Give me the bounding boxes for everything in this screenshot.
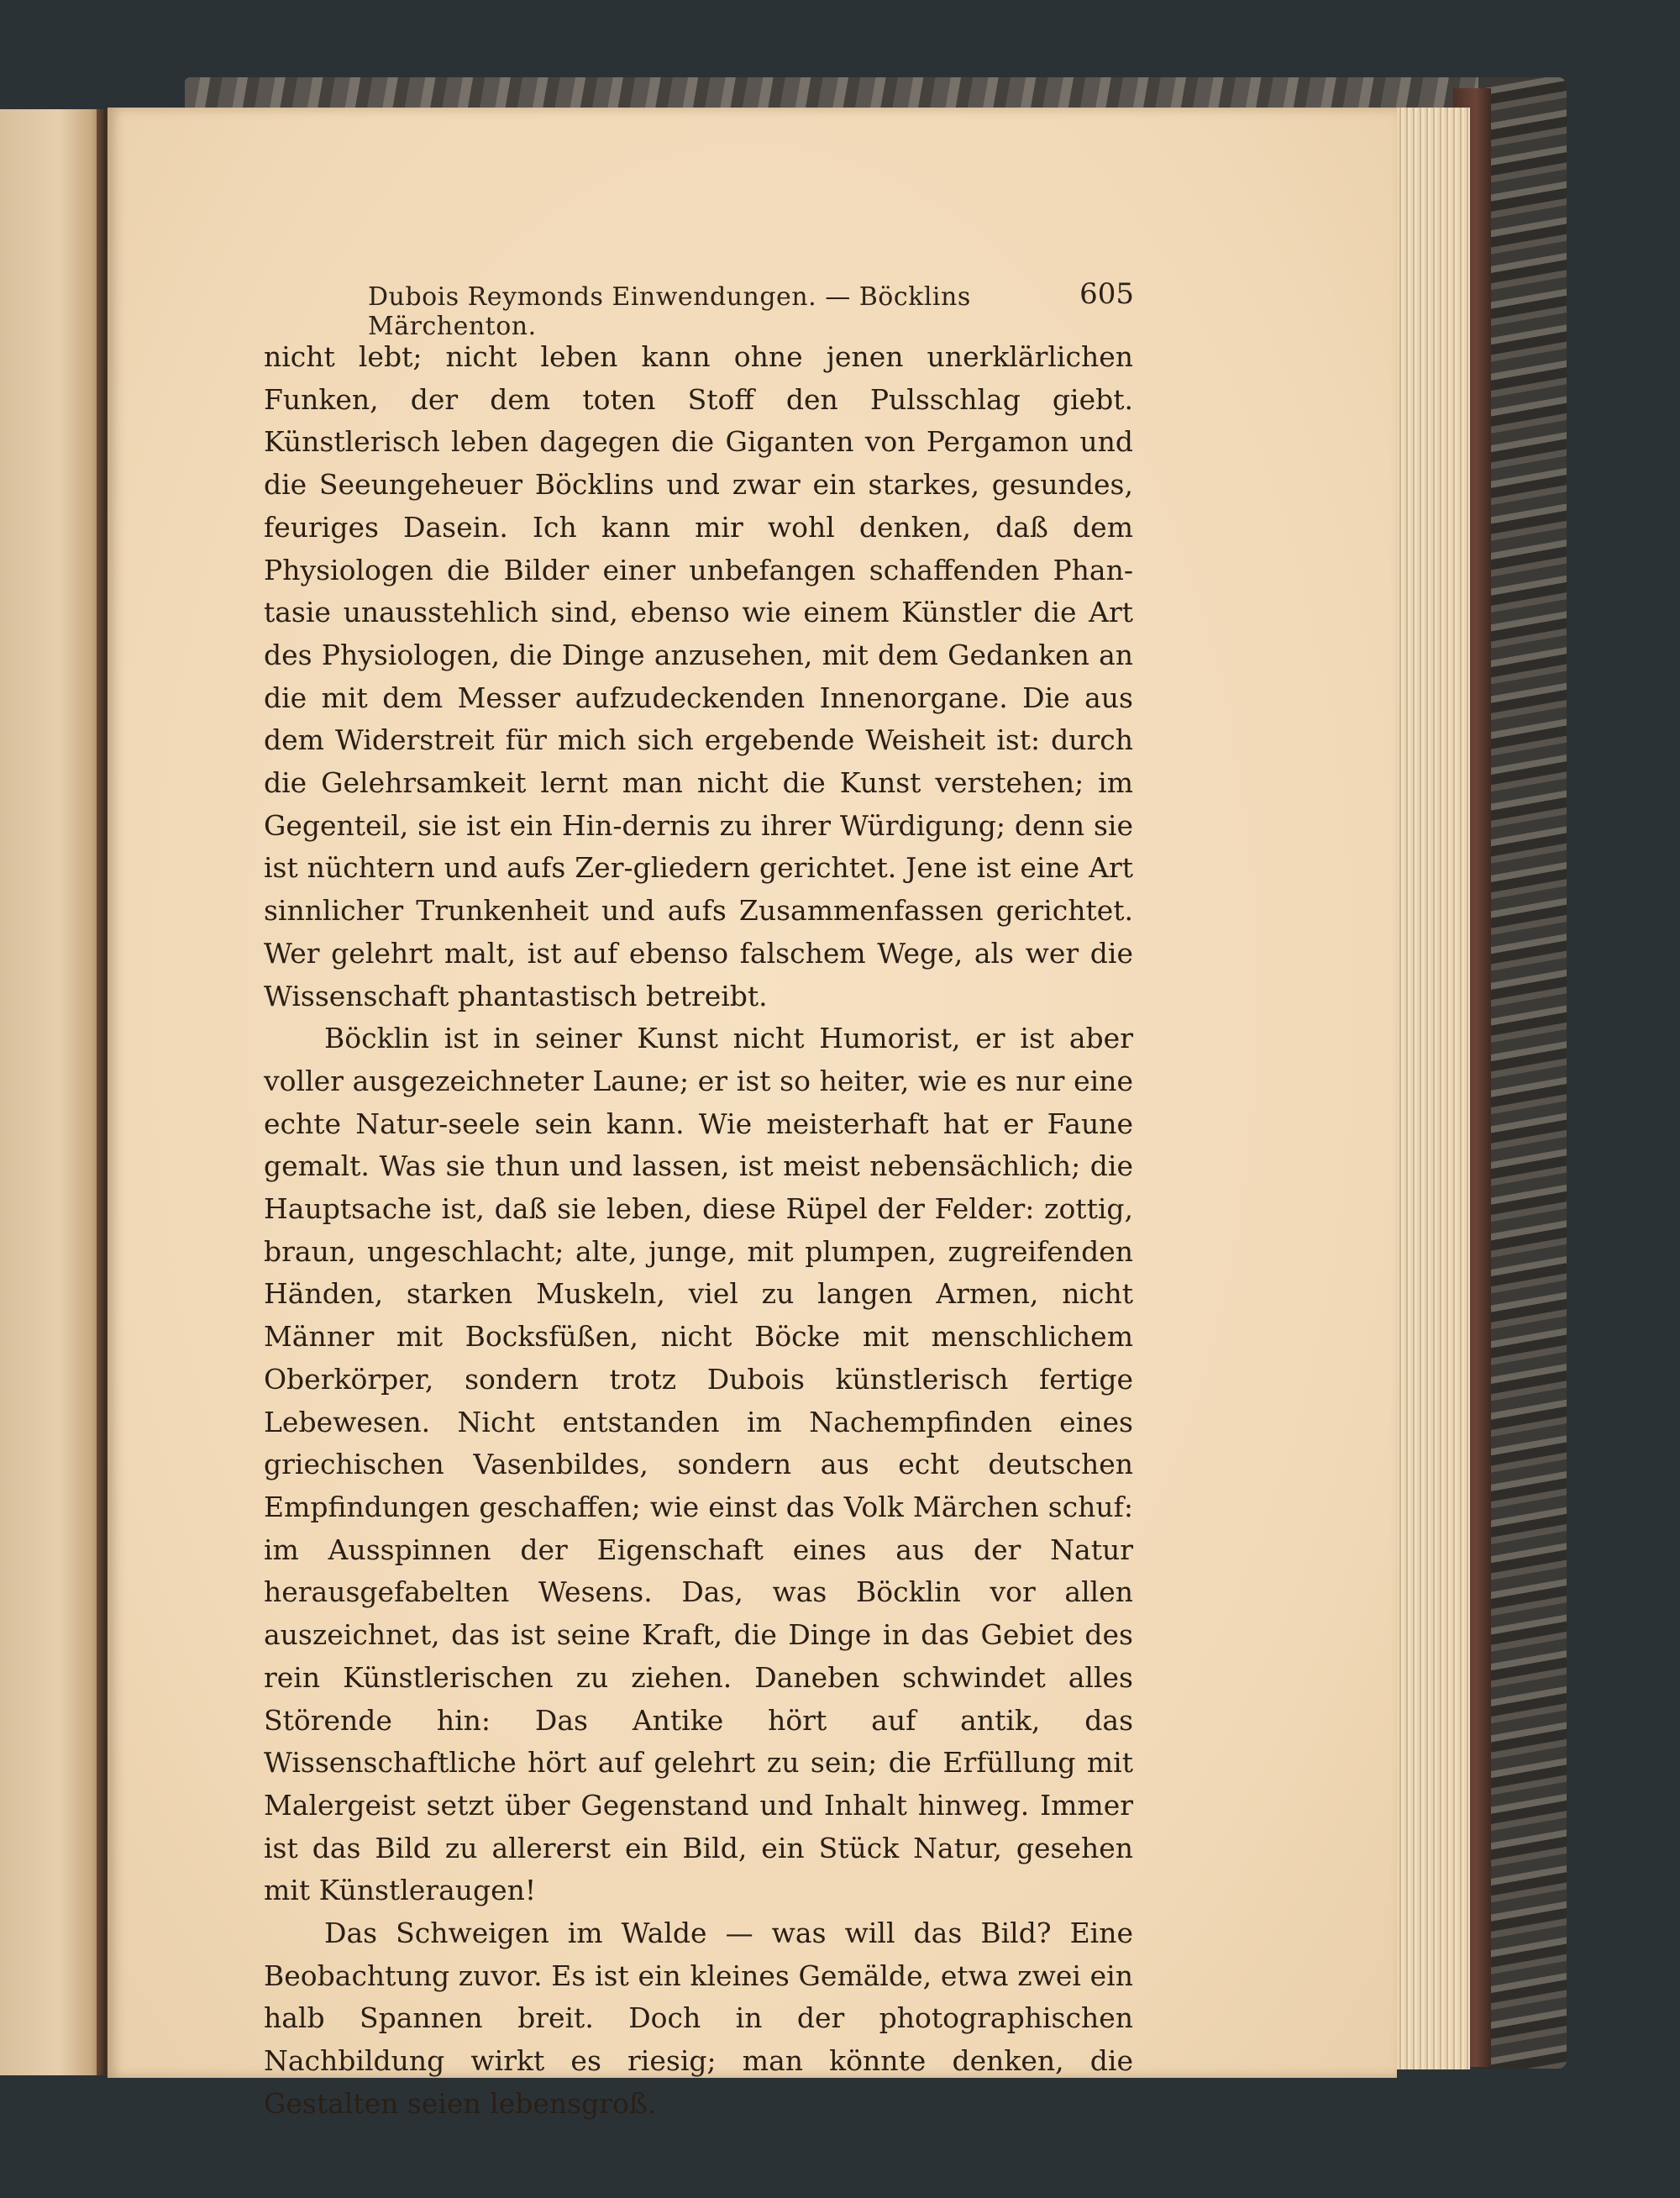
paragraph-2: Böcklin ist in seiner Kunst nicht Humorist, er ist aber voller ausgezeichneter Laune; er ist so heiter, wie es nur eine echte Natur-seele sein kann. Wie meisterhaft hat er Faune gemalt. Was sie thun und lassen, ist meist nebensächlich; die Hauptsache ist, daß sie leben, diese Rüpel der Felder: zottig, braun, ungeschlacht; alte, junge, mit plumpen, zugreifenden Händen, starken Muskeln, viel zu langen Armen, nicht Männer mit Bocksfüßen, nicht Böcke mit menschlichem Oberkörper, sondern trotz Dubois künstlerisch fertige Lebewesen. Nicht entstanden im Nachempfinden eines griechischen Vasenbildes, sondern aus echt deutschen Empfindungen geschaffen; wie einst das Volk Märchen schuf: im Ausspinnen der Eigenschaft eines aus der Natur herausgefabelten Wesens. Das, was Böcklin vor allen auszeichnet, das ist seine Kraft, die Dinge in das Gebiet des rein Künstlerischen zu ziehen. Daneben schwindet alles Störende hin: Das Antike hört auf antik, das Wissenschaftliche hört auf gelehrt zu sein; die Erfüllung mit Malergeist setzt über Gegenstand und Inhalt hinweg. Immer ist das Bild zu allererst ein Bild, ein Stück Natur, gesehen mit Künstleraugen! [264,1022,1133,1907]
running-title: Dubois Reymonds Einwendungen. — Böcklins Märchenton. [368,282,971,341]
paragraph-3: Das Schweigen im Walde — was will das Bild? Eine Beobachtung zuvor. Es ist ein kleines Gemälde, etwa zwei ein halb Spannen breit. Doch in der photographischen Nachbildung wirkt es riesig; man könnte denken, die Gestalten seien lebensgroß. [264,1917,1133,2120]
left-page-edge [0,109,108,2075]
body-text [264,336,1133,2120]
page-block-edge [1390,108,1470,2069]
running-head [269,277,1134,341]
cover-right-edge [1478,77,1567,2069]
paragraph-1: nicht lebt; nicht leben kann ohne jenen unerklärlichen Funken, der dem toten Stoff den Pulsschlag giebt. Künstlerisch leben dagegen die Giganten von Pergamon und die Seeungeheuer Böcklins und zwar ein starkes, gesundes, feuriges Dasein. Ich kann mir wohl denken, daß dem Physiologen die Bilder einer unbefangen schaffenden Phan-tasie unausstehlich sind, ebenso wie einem Künstler die Art des Physiologen, die Dinge anzusehen, mit dem Gedanken an die mit dem Messer aufzudeckenden Innenorgane. Die aus dem Widerstreit für mich sich ergebende Weisheit ist: durch die Gelehrsamkeit lernt man nicht die Kunst verstehen; im Gegenteil, sie ist ein Hin-dernis zu ihrer Würdigung; denn sie ist nüchtern und aufs Zer-gliedern gerichtet. Jene ist eine Art sinnlicher Trunkenheit und aufs Zusammenfassen gerichtet. Wer gelehrt malt, ist auf ebenso falschem Wege, als wer die Wissenschaft phantastisch betreibt. [264,340,1133,1012]
page-number: 605 [1079,277,1134,311]
